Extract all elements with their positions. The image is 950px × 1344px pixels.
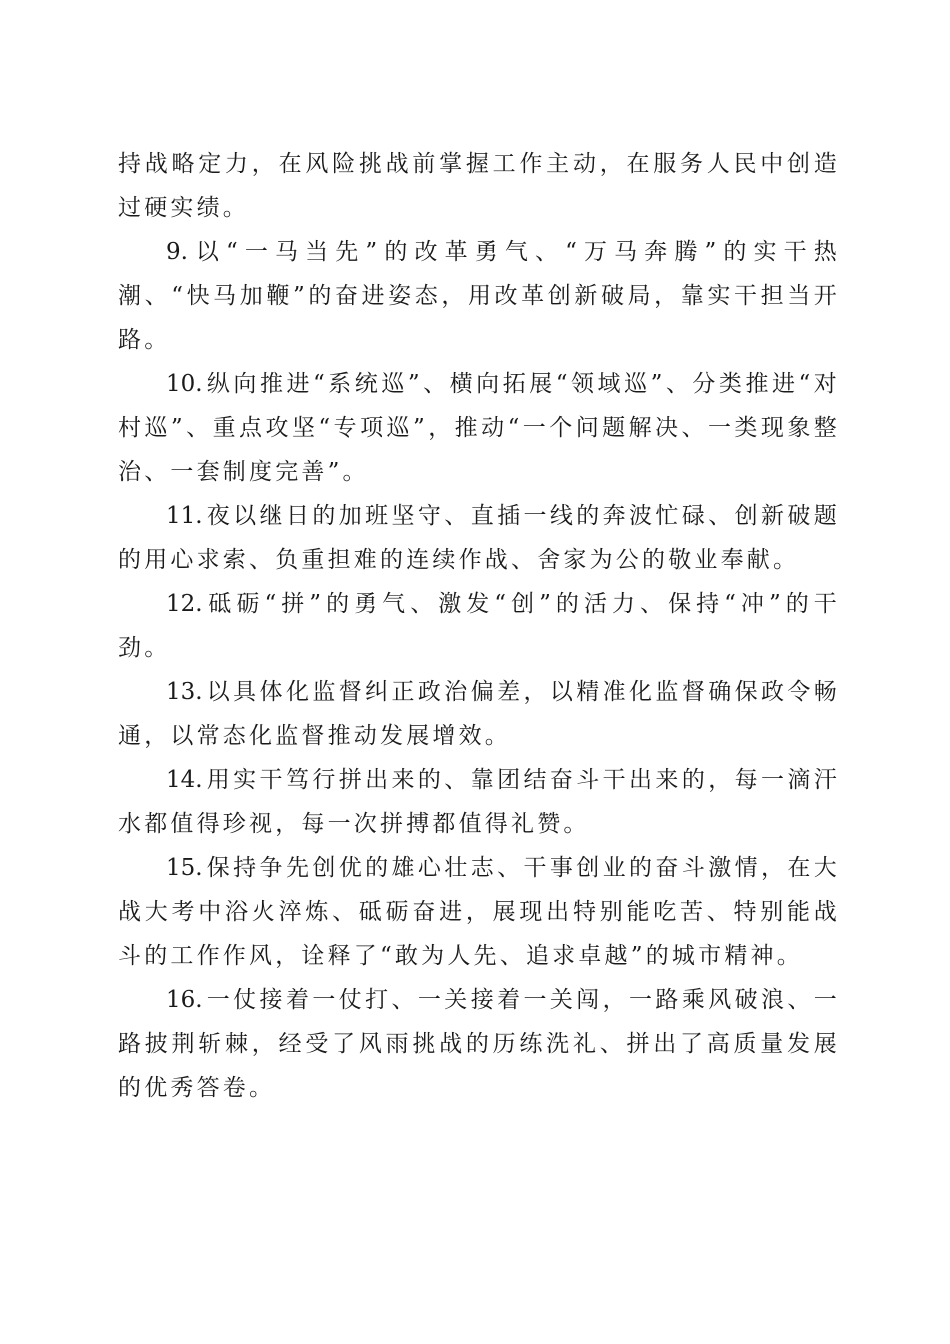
item-number: 10. (166, 371, 203, 397)
item-text: 用实干笃行拼出来的、靠团结奋斗干出来的，每一滴汗水都值得珍视，每一次拼搏都值得礼赞。 (118, 767, 840, 837)
list-item (118, 582, 840, 670)
list-item (118, 670, 840, 758)
continuation-paragraph: 持战略定力，在风险挑战前掌握工作主动，在服务人民中创造过硬实绩。 (118, 151, 840, 221)
item-text: 一仗接着一仗打、一关接着一关闯，一路乘风破浪、一路披荆斩棘，经受了风雨挑战的历练洗礼、拼出了高质量发展的优秀答卷。 (118, 987, 840, 1101)
list-item (118, 494, 840, 582)
list-item (118, 230, 840, 362)
item-text: 以“一马当先”的改革勇气、“万马奔腾”的实干热潮、“快马加鞭”的奋进姿态，用改革创新破局，靠实干担当开路。 (118, 239, 840, 353)
item-number: 13. (166, 679, 203, 705)
list-item (118, 758, 840, 846)
list-item (118, 846, 840, 978)
item-number: 11. (166, 503, 203, 529)
item-number: 16. (166, 987, 203, 1013)
item-number: 15. (166, 855, 203, 881)
item-number: 14. (166, 767, 203, 793)
item-text: 以具体化监督纠正政治偏差，以精准化监督确保政令畅通，以常态化监督推动发展增效。 (118, 679, 840, 749)
item-text: 纵向推进“系统巡”、横向拓展“领域巡”、分类推进“对村巡”、重点攻坚“专项巡”，推动“一个问题解决、一类现象整治、一套制度完善”。 (118, 371, 840, 485)
item-text: 砥砺“拼”的勇气、激发“创”的活力、保持“冲”的干劲。 (118, 591, 840, 661)
item-number: 9. (166, 239, 188, 265)
list-item (118, 362, 840, 494)
document-body (118, 142, 840, 1110)
item-text: 夜以继日的加班坚守、直插一线的奔波忙碌、创新破题的用心求索、负重担难的连续作战、舍家为公的敬业奉献。 (118, 503, 840, 573)
item-text: 保持争先创优的雄心壮志、干事创业的奋斗激情，在大战大考中浴火淬炼、砥砺奋进，展现出特别能吃苦、特别能战斗的工作作风，诠释了“敢为人先、追求卓越”的城市精神。 (118, 855, 840, 969)
list-item (118, 978, 840, 1110)
item-number: 12. (166, 591, 203, 617)
